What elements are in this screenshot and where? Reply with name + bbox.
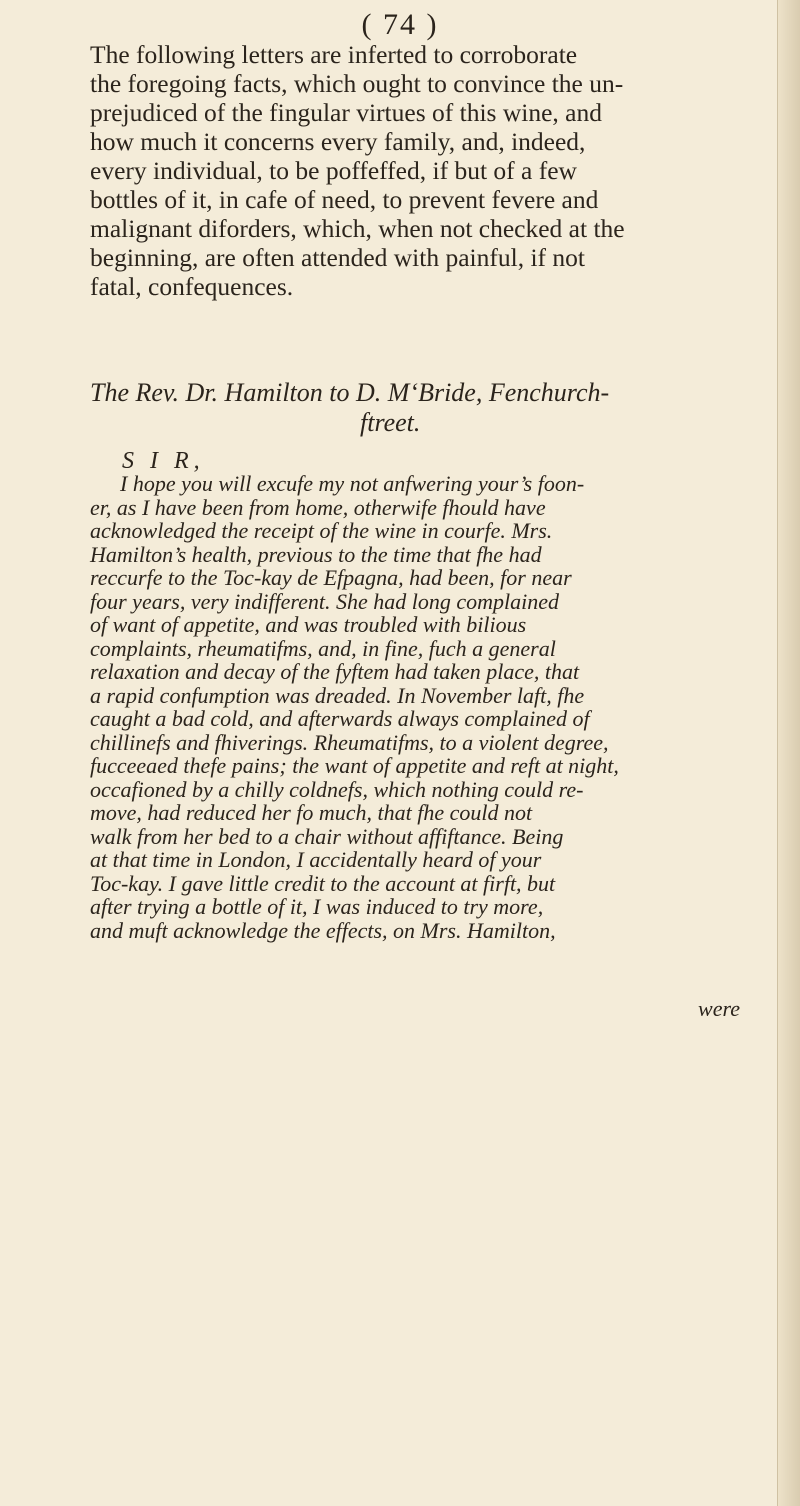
letter-line: reccurfe to the Toc-kay de Efpagna, had been, for near [90,565,572,590]
letter-line: occafioned by a chilly coldnefs, which nothing could re- [90,776,584,802]
intro-line: beginning, are often attended with painful, if not [90,243,585,272]
letter-line: caught a bad cold, and afterwards always complained of [90,706,590,731]
letter-title-line: The Rev. Dr. Hamilton to D. M‘Bride, Fenchurch- [90,378,610,407]
salutation: S I R, [122,448,205,474]
letter-body [90,472,762,942]
intro-line: fatal, confequences. [90,272,294,301]
letter-line: after trying a bottle of it, I was induced to try more, [90,894,544,919]
intro-paragraph [90,40,762,301]
letter-line: acknowledged the receipt of the wine in courfe. Mrs. [90,518,553,543]
letter-title-line: ftreet. [360,408,421,437]
letter-line: move, had reduced her fo much, that fhe could not [90,800,533,825]
letter-line: fucceeaed thefe pains; the want of appetite and reft at night, [90,753,619,778]
adjacent-page-edge [777,0,800,1506]
catchword: were [698,996,740,1021]
letter-line: and muft acknowledge the effects, on Mrs. Hamilton, [90,917,556,943]
letter-line: a rapid confumption was dreaded. In November laft, fhe [90,682,585,708]
letter-line: four years, very indifferent. She had long complained [90,588,560,614]
letter-line: I hope you will excufe my not anfwering your’s foon- [120,471,585,496]
intro-line: The following letters are inferted to corroborate [90,40,578,69]
intro-line: prejudiced of the fingular virtues of this wine, and [90,98,602,127]
letter-line: complaints, rheumatifms, and, in fine, fuch a general [90,635,556,661]
letter-line: er, as I have been from home, otherwife fhould have [90,494,546,520]
letter-line: relaxation and decay of the fyftem had taken place, that [90,659,580,684]
page-number: ( 74 ) [361,8,439,41]
intro-line: bottles of it, in cafe of need, to prevent fevere and [90,185,599,214]
letter-line: Toc-kay. I gave little credit to the account at firft, but [90,870,556,896]
intro-line: every individual, to be poffeffed, if but of a few [90,156,577,185]
letter-line: chillinefs and fhiverings. Rheumatifms, to a violent degree, [90,729,609,755]
letter-title [90,378,762,438]
intro-line: malignant diforders, which, when not checked at the [90,214,625,243]
letter-line: Hamilton’s health, previous to the time that fhe had [90,541,542,567]
letter-line: of want of appetite, and was troubled with bilious [90,612,527,637]
intro-line: how much it concerns every family, and, indeed, [90,127,586,156]
intro-line: the foregoing facts, which ought to convince the un- [90,69,624,98]
letter-line: at that time in London, I accidentally heard of your [90,847,542,872]
letter-line: walk from her bed to a chair without affiftance. Being [90,823,564,849]
